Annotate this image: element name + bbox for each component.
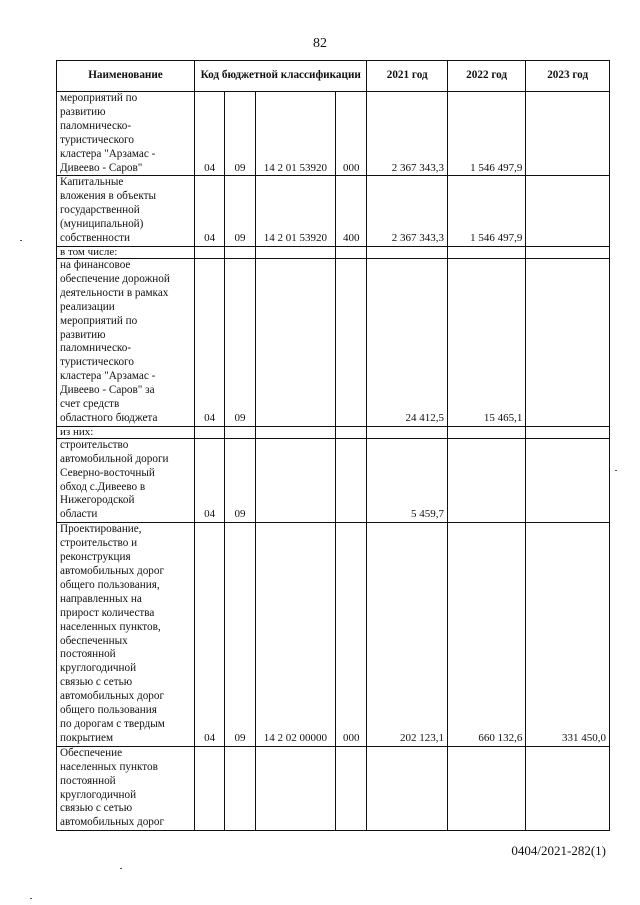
value-2023 xyxy=(526,438,610,522)
row-name: строительство автомобильной дороги Северно-восточный обход с.Дивеево в Нижегородской области xyxy=(57,438,195,522)
row-name: Капитальные вложения в объекты государственной (муниципальной) собственности xyxy=(57,176,195,247)
code-subsection: 09 xyxy=(225,92,255,176)
value-2023: 331 450,0 xyxy=(526,523,610,747)
code-subsection: 09 xyxy=(225,258,255,426)
header-code: Код бюджетной классификации xyxy=(194,61,366,92)
table-row xyxy=(57,92,610,176)
row-name: в том числе: xyxy=(57,246,195,258)
code-section: 04 xyxy=(194,92,224,176)
scan-speck xyxy=(30,898,32,899)
value-2023 xyxy=(526,746,610,830)
code-expense-type xyxy=(336,426,367,438)
table-header-row xyxy=(57,61,610,92)
value-2021: 202 123,1 xyxy=(367,523,447,747)
code-section: 04 xyxy=(194,176,224,247)
header-name: Наименование xyxy=(57,61,195,92)
value-2021: 5 459,7 xyxy=(367,438,447,522)
code-target xyxy=(255,246,335,258)
code-expense-type: 400 xyxy=(336,176,367,247)
value-2021: 2 367 343,3 xyxy=(367,176,447,247)
value-2022: 15 465,1 xyxy=(447,258,525,426)
code-expense-type: 000 xyxy=(336,92,367,176)
value-2021: 24 412,5 xyxy=(367,258,447,426)
value-2021: 2 367 343,3 xyxy=(367,92,447,176)
code-section xyxy=(194,246,224,258)
code-subsection: 09 xyxy=(225,438,255,522)
code-section: 04 xyxy=(194,523,224,747)
value-2021 xyxy=(367,426,447,438)
value-2023 xyxy=(526,426,610,438)
value-2022: 1 546 497,9 xyxy=(447,176,525,247)
value-2022 xyxy=(447,438,525,522)
table-row xyxy=(57,258,610,426)
value-2023 xyxy=(526,92,610,176)
code-target xyxy=(255,438,335,522)
code-section: 04 xyxy=(194,438,224,522)
code-section: 04 xyxy=(194,258,224,426)
code-expense-type xyxy=(336,258,367,426)
code-target xyxy=(255,426,335,438)
document-code: 0404/2021-282(1) xyxy=(511,843,606,858)
page-number: 82 xyxy=(313,36,327,51)
value-2023 xyxy=(526,258,610,426)
table-row xyxy=(57,746,610,830)
value-2023 xyxy=(526,246,610,258)
code-expense-type xyxy=(336,438,367,522)
code-subsection: 09 xyxy=(225,523,255,747)
table-row xyxy=(57,426,610,438)
header-2021: 2021 год xyxy=(367,61,447,92)
row-name: Обеспечение населенных пунктов постоянной круглогодичной связью с сетью автомобильных дорог xyxy=(57,746,195,830)
code-target: 14 2 01 53920 xyxy=(255,176,335,247)
value-2022: 660 132,6 xyxy=(447,523,525,747)
code-expense-type xyxy=(336,246,367,258)
value-2022 xyxy=(447,426,525,438)
scan-speck xyxy=(120,868,122,869)
value-2023 xyxy=(526,176,610,247)
code-target xyxy=(255,746,335,830)
code-target: 14 2 02 00000 xyxy=(255,523,335,747)
value-2022 xyxy=(447,746,525,830)
scan-speck xyxy=(20,240,22,241)
value-2021 xyxy=(367,746,447,830)
code-subsection: 09 xyxy=(225,176,255,247)
value-2021 xyxy=(367,246,447,258)
code-target xyxy=(255,258,335,426)
row-name: мероприятий по развитию паломническо- туристического кластера "Арзамас - Дивеево - Саров" xyxy=(57,92,195,176)
code-subsection xyxy=(225,426,255,438)
code-expense-type: 000 xyxy=(336,523,367,747)
table-row xyxy=(57,176,610,247)
code-expense-type xyxy=(336,746,367,830)
row-name: из них: xyxy=(57,426,195,438)
code-subsection xyxy=(225,246,255,258)
header-2022: 2022 год xyxy=(447,61,525,92)
value-2022 xyxy=(447,246,525,258)
code-subsection xyxy=(225,746,255,830)
table-row xyxy=(57,438,610,522)
code-target: 14 2 01 53920 xyxy=(255,92,335,176)
table-row xyxy=(57,523,610,747)
row-name: Проектирование, строительство и реконструкция автомобильных дорог общего пользования, направленных на прирост количества населенных пунктов, обеспеченных постоянной круглогодичной связью с сетью автомобильных дорог общего пользования по дорогам с твердым покрытием xyxy=(57,523,195,747)
code-section xyxy=(194,746,224,830)
table-row xyxy=(57,246,610,258)
code-section xyxy=(194,426,224,438)
row-name: на финансовое обеспечение дорожной деятельности в рамках реализации мероприятий по развитию паломническо- туристического кластера "Арзамас - Дивеево - Саров" за счет средств областного бюджета xyxy=(57,258,195,426)
header-2023: 2023 год xyxy=(526,61,610,92)
budget-table xyxy=(56,60,610,831)
value-2022: 1 546 497,9 xyxy=(447,92,525,176)
scan-speck xyxy=(615,470,617,471)
